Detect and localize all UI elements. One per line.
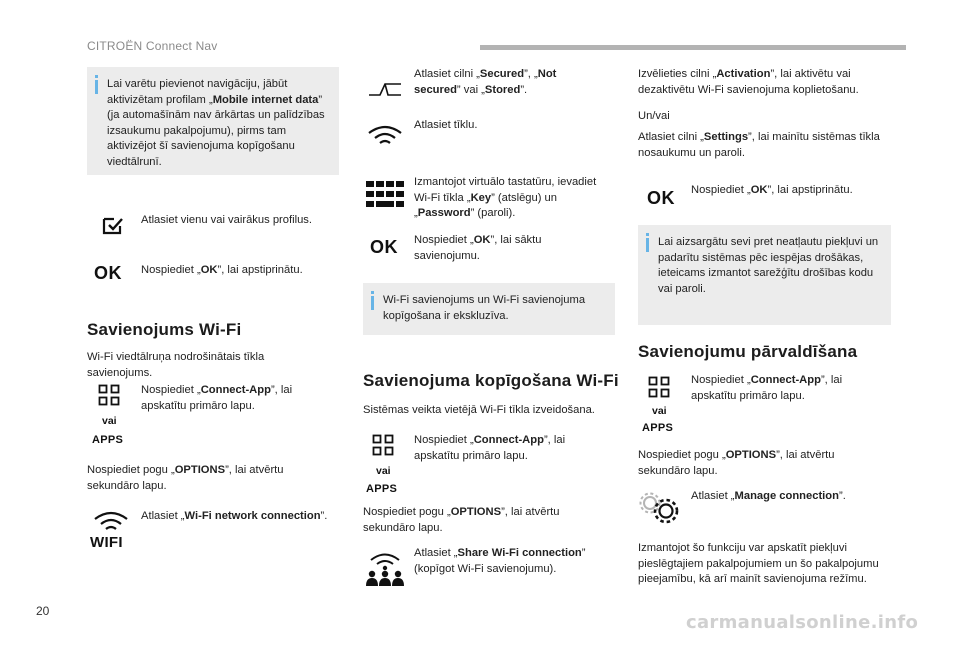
section-heading-wifi-sharing: Savienojuma kopīgošana Wi-Fi <box>363 371 619 390</box>
step-ok-confirm: Nospiediet „OK”, lai apstiprinātu. <box>691 184 853 196</box>
running-header: CITROËN Connect Nav <box>87 39 218 53</box>
wifi-intro: Wi-Fi viedtālruņa nodrošinātais tīkla savienojums. <box>87 351 265 379</box>
step-share-connection: Atlasiet „Share Wi-Fi connection” (kopīgot Wi-Fi savienojumu). <box>414 547 586 575</box>
step-keyboard: Izmantojot virtuālo tastatūru, ievadiet Wi-Fi tīkla „Key” (atslēgu) un „Password” (paroli). <box>414 176 597 219</box>
manage-outro: Izmantojot šo funkciju var apskatīt piekļuvi pieslēgtajiem pakalpojumiem un šo pakalpojumu pieejamību, kā arī mainīt savienojuma režīmu. <box>638 542 879 585</box>
watermark: carmanualsonline.info <box>686 612 919 633</box>
ok-icon: OK <box>370 237 398 257</box>
info-icon <box>646 238 649 252</box>
note-text: Wi-Fi savienojums un Wi-Fi savienojuma kopīgošana ir ekskluzīva. <box>383 294 586 322</box>
step-select-profiles: Atlasiet vienu vai vairākus profilus. <box>141 214 312 226</box>
step-ok-connect: Nospiediet „OK”, lai sāktu savienojumu. <box>414 234 542 262</box>
note-text: Lai aizsargātu sevi pret neatļautu piekļuvi un padarītu sistēmas pēc iespējas drošākas, ieteicams izmantot sarežģītu drošības kodu vai paroli. <box>658 236 879 295</box>
section-heading-manage: Savienojumu pārvaldīšana <box>638 342 858 361</box>
step-options: Nospiediet pogu „OPTIONS”, lai atvērtu sekundāro lapu. <box>363 506 560 534</box>
connect-app-grid-icon <box>98 384 120 406</box>
note-text: Lai varētu pievienot navigāciju, jābūt aktivizētam profilam „Mobile internet data” (ja automašīnām nav ārkārtas un palīdzības izsaukumu pakalpojumu), pirms tam aktivizējot šī savienojuma kopīgošanu viedtālrunī. <box>107 78 325 168</box>
sharing-intro: Sistēmas veikta vietējā Wi-Fi tīkla izveidošana. <box>363 404 595 416</box>
page-number: 20 <box>36 604 50 618</box>
wifi-signal-icon <box>92 510 130 532</box>
or-label: vai <box>376 465 391 477</box>
step-select-network: Atlasiet tīklu. <box>414 119 478 131</box>
step-manage-connection: Atlasiet „Manage connection”. <box>691 490 846 502</box>
step-options: Nospiediet pogu „OPTIONS”, lai atvērtu sekundāro lapu. <box>638 449 835 477</box>
info-note-security <box>638 225 891 325</box>
apps-icon: APPS <box>642 422 674 434</box>
section-heading-wifi: Savienojums Wi-Fi <box>87 320 242 339</box>
info-icon <box>371 296 374 310</box>
checkbox-select-icon <box>101 216 125 236</box>
info-note-mobile-data <box>87 67 339 175</box>
step-activation: Izvēlieties cilni „Activation”, lai aktivētu vai dezaktivētu Wi-Fi savienojuma koplietošanu. <box>638 68 859 96</box>
or-label: vai <box>652 405 667 417</box>
share-users-icon <box>366 549 404 587</box>
ok-icon: OK <box>647 188 675 208</box>
wifi-label: WIFI <box>90 534 123 551</box>
step-connect-app: Nospiediet „Connect-App”, lai apskatītu primāro lapu. <box>414 434 566 462</box>
step-ok-confirm: Nospiediet „OK”, lai apstiprinātu. <box>141 264 303 276</box>
settings-gear-icon <box>638 491 682 527</box>
tab-select-icon <box>368 82 402 96</box>
connect-app-grid-icon <box>648 376 670 398</box>
info-icon <box>95 80 98 94</box>
step-connect-app: Nospiediet „Connect-App”, lai apskatītu primāro lapu. <box>691 374 843 402</box>
apps-icon: APPS <box>366 483 398 495</box>
step-wifi-network: Atlasiet „Wi-Fi network connection”. <box>141 510 328 522</box>
or-label: vai <box>102 415 117 427</box>
or-text: Un/vai <box>638 110 670 122</box>
ok-icon: OK <box>94 263 122 283</box>
header-rule <box>480 45 906 50</box>
step-settings: Atlasiet cilni „Settings”, lai mainītu sistēmas tīkla nosaukumu un paroli. <box>638 131 880 159</box>
wifi-icon <box>366 124 404 146</box>
step-secured-tabs: Atlasiet cilni „Secured”, „Not secured” vai „Stored”. <box>414 68 557 96</box>
step-connect-app: Nospiediet „Connect-App”, lai apskatītu primāro lapu. <box>141 384 293 412</box>
info-note-exclusive <box>363 283 615 335</box>
keyboard-icon <box>366 181 404 207</box>
connect-app-grid-icon <box>372 434 394 456</box>
step-options: Nospiediet pogu „OPTIONS”, lai atvērtu sekundāro lapu. <box>87 464 284 492</box>
apps-icon: APPS <box>92 434 124 446</box>
